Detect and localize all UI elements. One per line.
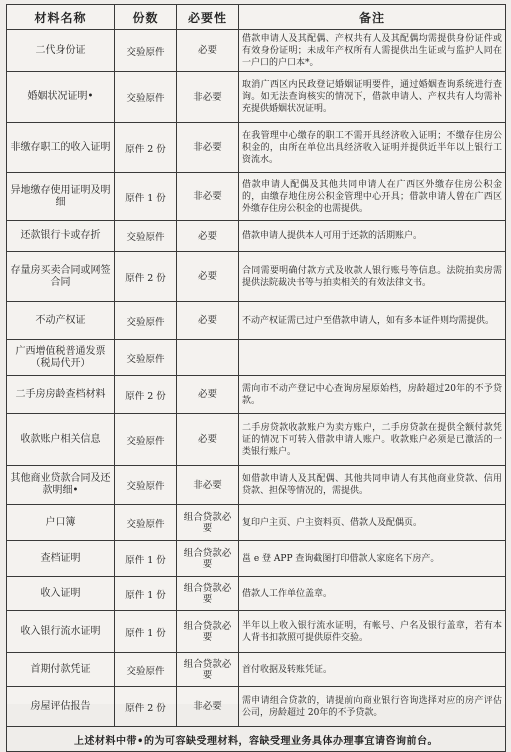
cell-required: 非必要 [177, 173, 239, 221]
cell-name: 查档证明 [7, 541, 115, 577]
footnote: 上述材料中带•的为可容缺受理材料，容缺受理业务具体办理事宜请咨询前台。 [7, 727, 506, 752]
cell-copies: 原件 1 份 [115, 541, 177, 577]
cell-required: 非必要 [177, 72, 239, 123]
table-row [7, 611, 506, 653]
header-copies: 份数 [115, 5, 177, 30]
cell-name: 首期付款凭证 [7, 653, 115, 687]
cell-copies: 原件 2 份 [115, 376, 177, 414]
cell-copies: 交验原件 [115, 466, 177, 505]
cell-required: 必要 [177, 30, 239, 72]
cell-name: 收款账户相关信息 [7, 414, 115, 466]
cell-name: 收入银行流水证明 [7, 611, 115, 653]
cell-name: 广西增值税普通发票（税局代开） [7, 340, 115, 376]
cell-note: 需申请组合贷款的，请提前向商业银行咨询选择对应的房产评估公司，房龄超过 20年的不予贷款。 [239, 687, 506, 727]
cell-copies: 交验原件 [115, 340, 177, 376]
cell-note: 取消广西区内民政登记婚姻证明要件，通过婚姻查询系统进行查询。如无法查询核实的情况下，借款申请人、产权共有人均需补充提供婚姻状况证明。 [239, 72, 506, 123]
table-header-row [7, 5, 506, 30]
cell-copies: 交验原件 [115, 414, 177, 466]
cell-required: 非必要 [177, 123, 239, 173]
cell-note: 借款人工作单位盖章。 [239, 577, 506, 611]
table-row [7, 173, 506, 221]
table-row [7, 653, 506, 687]
cell-copies: 原件 1 份 [115, 611, 177, 653]
table-row [7, 72, 506, 123]
cell-note: 邕 e 登 APP 查询截图打印借款人家庭名下房产。 [239, 541, 506, 577]
table-row [7, 577, 506, 611]
cell-copies: 交验原件 [115, 30, 177, 72]
cell-note: 借款申请人及其配偶、产权共有人及其配偶均需提供身份证件或有效身份证明；未成年产权所有人需提供出生证或与监护人同在一户口的户口本*。 [239, 30, 506, 72]
cell-note: 借款申请人配偶及其他共同申请人在广西区外缴存住房公积金的，由缴存地住房公积金管理中心开具；借款申请人曾在广西区外缴存住房公积金的也需提供。 [239, 173, 506, 221]
header-note: 备注 [239, 5, 506, 30]
cell-name: 异地缴存使用证明及明细 [7, 173, 115, 221]
cell-required: 必要 [177, 221, 239, 252]
cell-note: 在我管理中心缴存的职工不需开具经济收入证明；不缴存住房公积金的，由所在单位出具经济收入证明并提供近半年以上银行工资流水。 [239, 123, 506, 173]
cell-note: 首付收据及转账凭证。 [239, 653, 506, 687]
header-name: 材料名称 [7, 5, 115, 30]
cell-name: 二代身份证 [7, 30, 115, 72]
footnote-row [7, 727, 506, 752]
cell-copies: 原件 1 份 [115, 577, 177, 611]
cell-note: 借款申请人提供本人可用于还款的活期账户。 [239, 221, 506, 252]
cell-required: 必要 [177, 414, 239, 466]
table-row [7, 252, 506, 302]
cell-note [239, 340, 506, 376]
cell-required: 组合贷款必要 [177, 541, 239, 577]
table-row [7, 340, 506, 376]
cell-name: 不动产权证 [7, 302, 115, 340]
cell-required: 必要 [177, 376, 239, 414]
table-row [7, 221, 506, 252]
table-row [7, 30, 506, 72]
table-row [7, 414, 506, 466]
cell-required: 非必要 [177, 466, 239, 505]
cell-required: 非必要 [177, 687, 239, 727]
cell-copies: 交验原件 [115, 72, 177, 123]
cell-note: 二手房贷款收款账户为卖方账户，二手房贷款在提供全额付款凭证的情况下可转入借款申请人账户。收款账户必须是已激活的一类银行账户。 [239, 414, 506, 466]
cell-copies: 原件 2 份 [115, 687, 177, 727]
cell-required: 必要 [177, 252, 239, 302]
cell-name: 非缴存职工的收入证明 [7, 123, 115, 173]
cell-name: 二手房房龄查档材料 [7, 376, 115, 414]
cell-copies: 原件 2 份 [115, 252, 177, 302]
document-sheet [6, 4, 505, 747]
cell-note: 合同需要明确付款方式及收款人银行账号等信息。法院拍卖房需提供法院裁决书等与拍卖相关的有效法律文书。 [239, 252, 506, 302]
cell-copies: 交验原件 [115, 653, 177, 687]
table-row [7, 302, 506, 340]
cell-copies: 交验原件 [115, 505, 177, 541]
cell-required: 组合贷款必要 [177, 611, 239, 653]
table-row [7, 541, 506, 577]
cell-required: 必要 [177, 302, 239, 340]
cell-copies: 交验原件 [115, 221, 177, 252]
cell-note: 不动产权证需已过户至借款申请人，如有多本证件则均需提供。 [239, 302, 506, 340]
table-row [7, 376, 506, 414]
cell-copies: 原件 1 份 [115, 173, 177, 221]
cell-note: 需向市不动产登记中心查询房屋原始档，房龄超过20年的不予贷款。 [239, 376, 506, 414]
materials-table [6, 4, 506, 752]
cell-note: 复印户主页、户主资料页、借款人及配偶页。 [239, 505, 506, 541]
table-row [7, 466, 506, 505]
cell-required: 组合贷款必要 [177, 577, 239, 611]
table-row [7, 505, 506, 541]
cell-name: 其他商业贷款合同及还款明细• [7, 466, 115, 505]
cell-note: 半年以上收入银行流水证明，有帐号、户名及银行盖章，若有本人背书扣款照可提供原件交验。 [239, 611, 506, 653]
cell-name: 收入证明 [7, 577, 115, 611]
table-row [7, 123, 506, 173]
table-row [7, 687, 506, 727]
cell-required: 组合贷款必要 [177, 653, 239, 687]
cell-required [177, 340, 239, 376]
cell-required: 组合贷款必要 [177, 505, 239, 541]
cell-name: 存量房买卖合同或网签合同 [7, 252, 115, 302]
header-required: 必要性 [177, 5, 239, 30]
cell-note: 如借款申请人及其配偶、其他共同申请人有其他商业贷款、信用贷款、担保等情况的，需提供。 [239, 466, 506, 505]
cell-copies: 交验原件 [115, 302, 177, 340]
cell-name: 房屋评估报告 [7, 687, 115, 727]
cell-copies: 原件 2 份 [115, 123, 177, 173]
cell-name: 还款银行卡或存折 [7, 221, 115, 252]
cell-name: 婚姻状况证明• [7, 72, 115, 123]
cell-name: 户口簿 [7, 505, 115, 541]
